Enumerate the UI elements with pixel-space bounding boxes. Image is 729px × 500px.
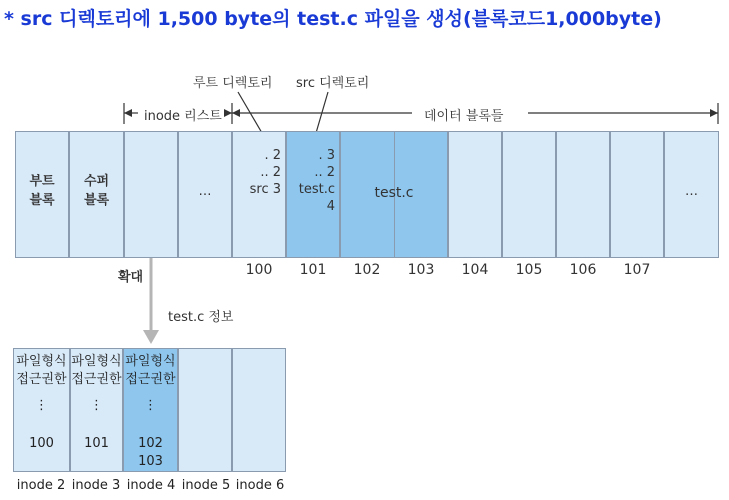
super-block-line-1: 수퍼 [83,174,110,189]
data-block-104 [448,131,502,258]
root-entry-dot: . 2 [264,148,281,163]
data-blocks-label: 데이터 블록들 [420,105,507,124]
data-block-101 [286,131,340,258]
boot-block-line-1: 부트 [29,174,55,189]
inode-block-1 [124,131,178,258]
page-title: * src 디렉토리에 1,500 byte의 test.c 파일을 생성(블록코드1,000byte) [4,8,662,30]
super-block-line-2: 블록 [83,193,110,208]
inode-permission: 접근권한 [125,372,176,387]
block-number: 103 [407,262,435,278]
data-block-102-103 [340,131,448,258]
data-block-100 [232,131,286,258]
inode-permission: 접근권한 [16,372,67,387]
src-dir-label: src 디렉토리 [296,76,370,91]
inode-box-3 [70,348,123,472]
inode-label: inode 5 [181,478,231,493]
boot-block-line-2: 블록 [29,193,55,208]
inode-dots: ⋮ [90,398,103,413]
inode-label: inode 4 [126,478,176,493]
file-name-testc: test.c [374,185,414,201]
block-number: 107 [623,262,651,278]
block-number: 104 [461,262,489,278]
root-entry-src: src 3 [249,182,281,197]
block-number: 105 [515,262,543,278]
inode-block-ref: 100 [29,436,54,451]
inode-file-type: 파일형식 [125,354,176,369]
block-number: 101 [299,262,327,278]
inode-block-ref: 103 [138,454,163,469]
inode-label: inode 3 [71,478,121,493]
inode-box-2 [13,348,70,472]
inode-file-type: 파일형식 [71,354,122,369]
boot-block [15,131,69,258]
testc-info-label: test.c 정보 [168,310,234,325]
src-entry-testc: test.c 4 [298,182,335,214]
super-block [69,131,124,258]
src-entry-dot: . 3 [318,148,335,163]
inode-label: inode 2 [16,478,66,493]
inode-label: inode 6 [235,478,285,493]
data-block-105 [502,131,556,258]
inode-ellipsis: … [198,184,212,199]
data-block-106 [556,131,610,258]
inode-dots: ⋮ [35,398,48,413]
inode-file-type: 파일형식 [16,354,67,369]
inode-box-5 [178,348,232,472]
src-entry-dotdot: .. 2 [314,165,335,180]
inode-block-ref: 101 [84,436,109,451]
block-number: 106 [569,262,597,278]
inode-dots: ⋮ [144,398,157,413]
data-block-107 [610,131,664,258]
data-block-more [664,131,719,258]
block-number: 102 [353,262,381,278]
root-entry-dotdot: .. 2 [260,165,281,180]
block-number: 100 [245,262,273,278]
inode-block-ref: 102 [138,436,163,451]
inode-box-6 [232,348,286,472]
inode-permission: 접근권한 [71,372,122,387]
zoom-label: 확대 [118,270,144,285]
inode-box-4 [123,348,178,472]
root-dir-label: 루트 디렉토리 [193,76,273,91]
inode-list-label: inode 리스트 [142,105,224,124]
inode-block-2 [178,131,232,258]
data-ellipsis: … [685,184,698,199]
